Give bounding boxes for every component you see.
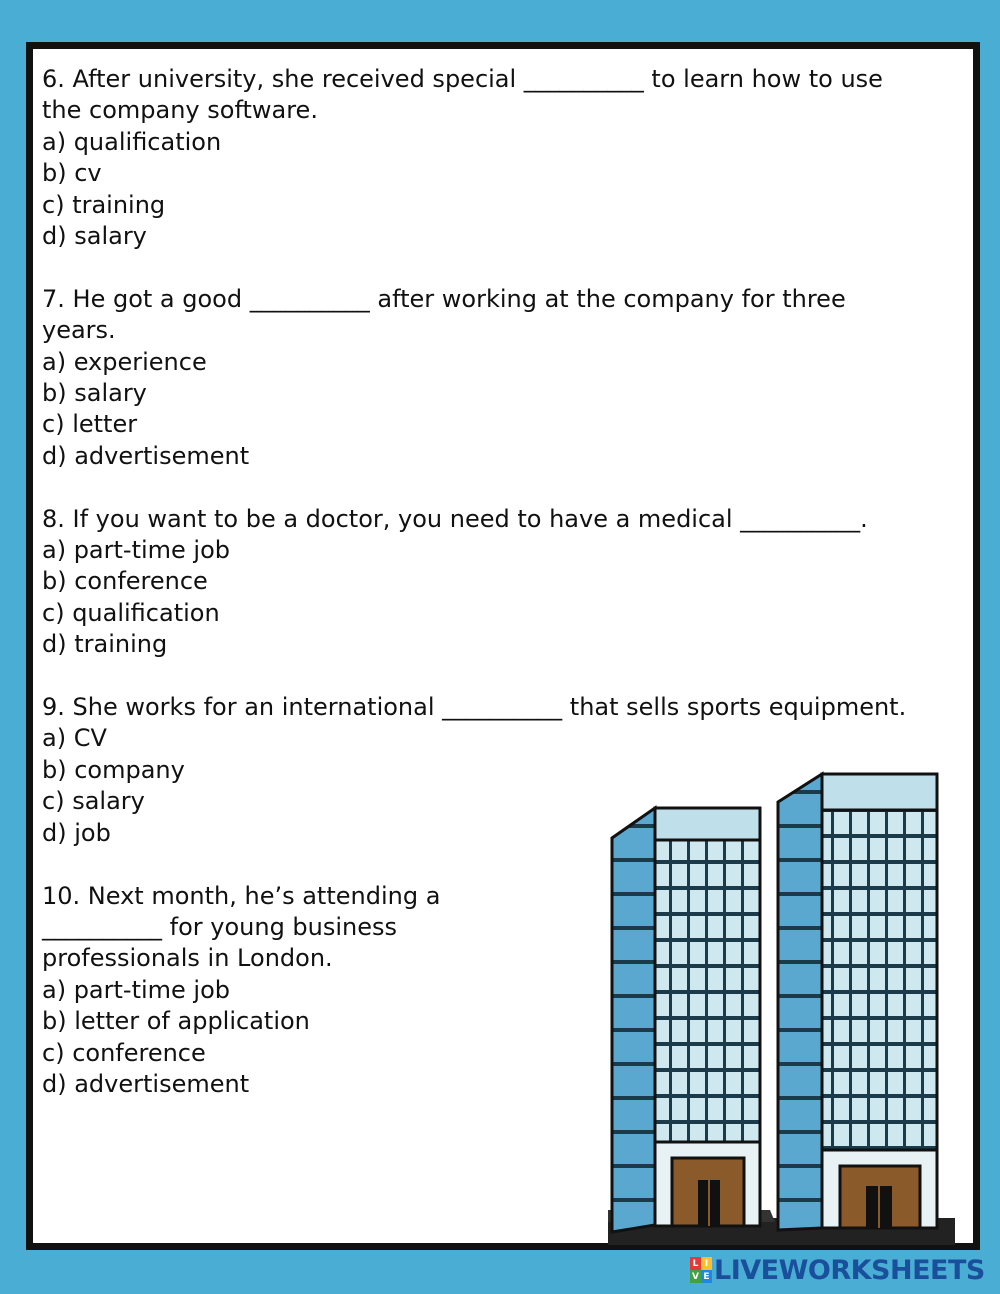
logo-badge-letter: V <box>690 1270 701 1283</box>
option-d[interactable]: d) job <box>42 818 111 847</box>
question-text: 6. After university, she received special __________ to learn how to use the company software. <box>42 65 883 125</box>
option-a[interactable]: a) qualification <box>42 127 222 156</box>
option-d[interactable]: d) training <box>42 630 168 659</box>
option-b[interactable]: b) letter of application <box>42 1007 310 1036</box>
option-b[interactable]: b) salary <box>42 379 147 408</box>
option-b[interactable]: b) company <box>42 755 185 784</box>
option-b[interactable]: b) conference <box>42 567 208 596</box>
option-d[interactable]: d) salary <box>42 222 147 251</box>
option-c[interactable]: c) conference <box>42 1038 206 1067</box>
question-7 <box>42 284 922 472</box>
logo-badge-letter: E <box>701 1270 712 1283</box>
option-d[interactable]: d) advertisement <box>42 1069 250 1098</box>
logo-badge-letter: I <box>701 1257 712 1270</box>
question-8 <box>42 504 922 661</box>
question-6 <box>42 64 922 252</box>
logo-text: LIVEWORKSHEETS <box>714 1254 985 1286</box>
option-c[interactable]: c) training <box>42 190 166 219</box>
option-b[interactable]: b) cv <box>42 159 102 188</box>
liveworksheets-logo[interactable] <box>690 1255 985 1285</box>
question-text: 8. If you want to be a doctor, you need to have a medical __________. <box>42 504 868 533</box>
question-text: 9. She works for an international __________ that sells sports equipment. <box>42 693 907 722</box>
option-d[interactable]: d) advertisement <box>42 441 250 470</box>
option-a[interactable]: a) part-time job <box>42 536 231 565</box>
option-a[interactable]: a) part-time job <box>42 975 231 1004</box>
option-a[interactable]: a) experience <box>42 347 207 376</box>
option-c[interactable]: c) salary <box>42 787 145 816</box>
logo-badge-icon <box>690 1257 712 1283</box>
option-c[interactable]: c) letter <box>42 410 138 439</box>
logo-badge-letter: L <box>690 1257 701 1270</box>
option-a[interactable]: a) CV <box>42 724 107 753</box>
option-c[interactable]: c) qualification <box>42 598 220 627</box>
question-text: 7. He got a good __________ after working at the company for three years. <box>42 284 846 345</box>
office-buildings-icon <box>600 760 960 1250</box>
question-text: 10. Next month, he’s attending a __________ for young business professionals in London. <box>42 881 441 973</box>
